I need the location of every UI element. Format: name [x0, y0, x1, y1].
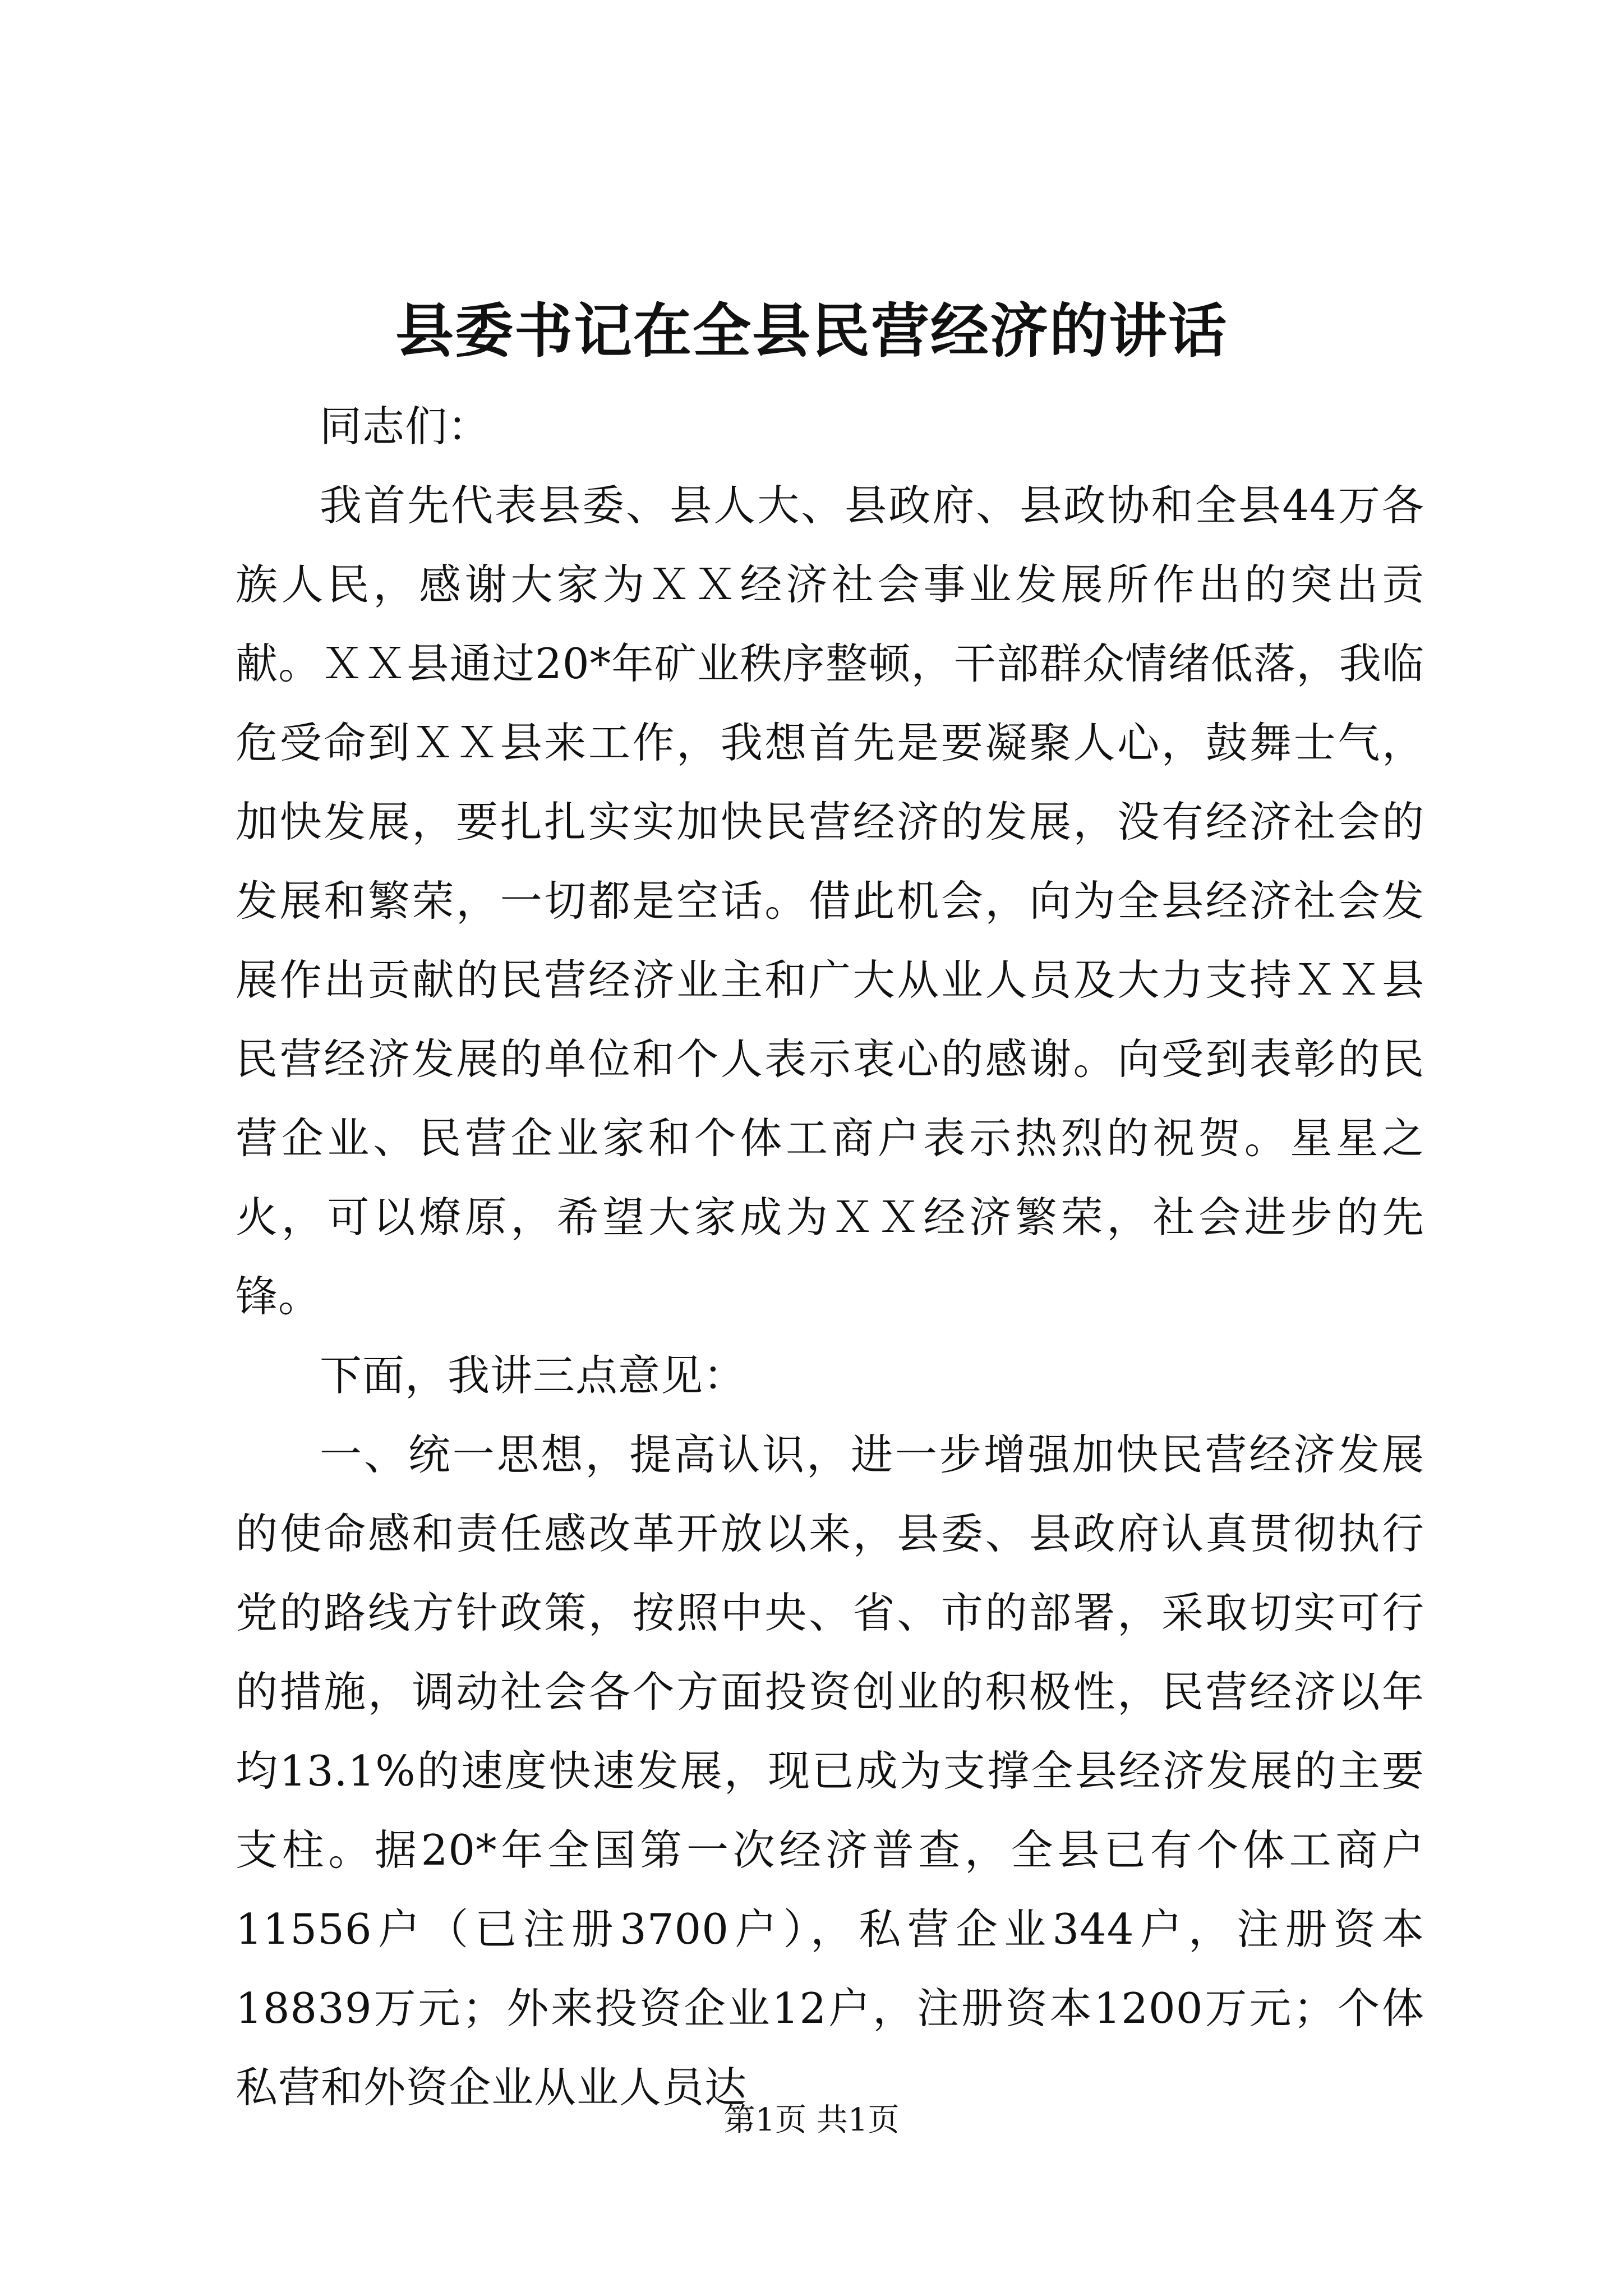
paragraph-section-one: 一、统一思想，提高认识，进一步增强加快民营经济发展的使命感和责任感改革开放以来，县委、县政府认真贯彻执行党的路线方针政策，按照中央、省、市的部署，采取切实可行的措施，调动社会各个方面投资创业的积极性，民营经济以年均13.1%的速度快速发展，现已成为支撑全县经济发展的主要支柱。据20*年全国第一次经济普查，全县已有个体工商户11556户（已注册3700户），私营企业344户，注册资本18839万元；外来投资企业12户，注册资本1200万元；个体私营和外资企业从业人员达 — [236, 1430, 1424, 2112]
document-title: 县委书记在全县民营经济的讲话 — [395, 296, 1228, 365]
paragraph-salutation: 同志们： — [320, 402, 491, 451]
paragraph-opening: 我首先代表县委、县人大、县政府、县政协和全县44万各族人民，感谢大家为ＸＸ经济社会事业发展所作出的突出贡献。ＸＸ县通过20*年矿业秩序整顿，干部群众情绪低落，我临危受命到ＸＸ县来工作，我想首先是要凝聚人心，鼓舞士气，加快发展，要扎扎实实加快民营经济的发展，没有经济社会的发展和繁荣，一切都是空话。借此机会，向为全县经济社会发展作出贡献的民营经济业主和广大从业人员及大力支持ＸＸ县民营经济发展的单位和个人表示衷心的感谢。向受到表彰的民营企业、民营企业家和个体工商户表示热烈的祝贺。星星之火，可以燎原，希望大家成为ＸＸ经济繁荣，社会进步的先锋。 — [236, 481, 1424, 1321]
document-body — [236, 387, 1424, 2127]
paragraph-outline: 下面，我讲三点意见： — [320, 1351, 746, 1400]
page-footer: 第1页 共1页 — [723, 2102, 900, 2138]
